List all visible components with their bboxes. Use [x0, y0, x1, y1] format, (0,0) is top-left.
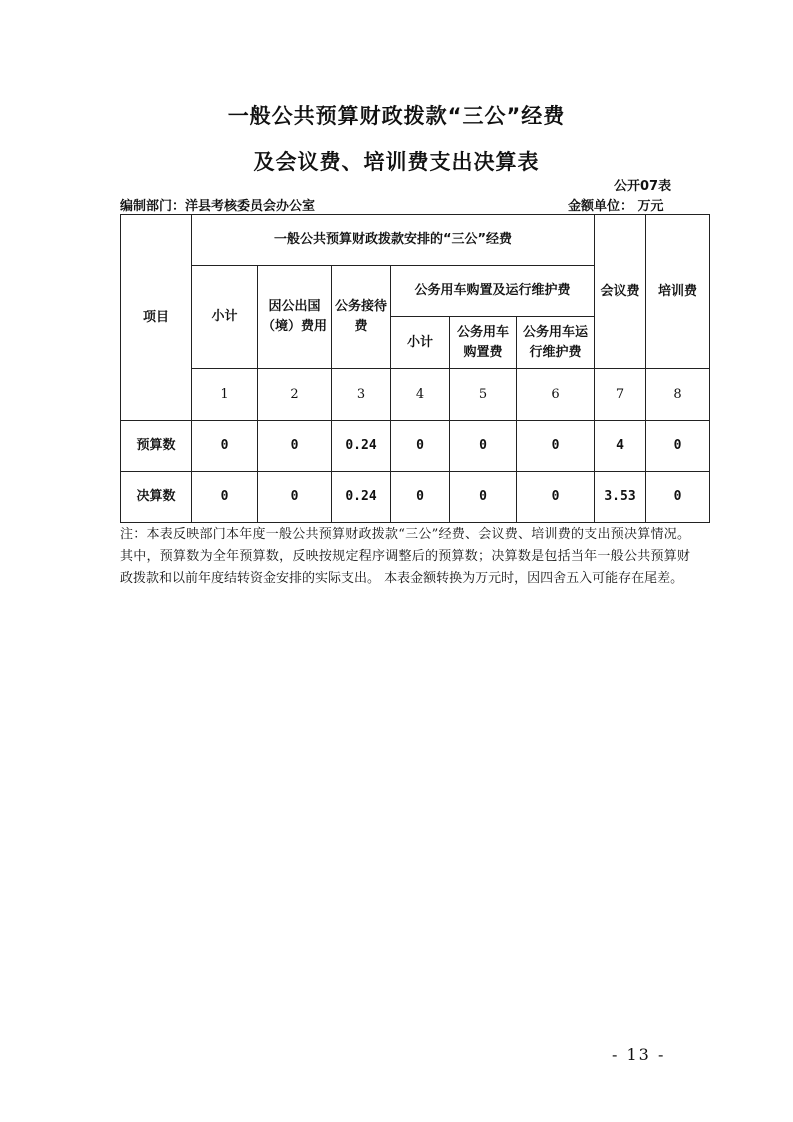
table-row — [121, 421, 710, 472]
table-cell: 0 — [450, 472, 517, 523]
table-cell: 0.24 — [332, 421, 391, 472]
row-label-budget: 预算数 — [121, 421, 192, 472]
column-index: 8 — [646, 369, 710, 421]
document-title-line1: 一般公共预算财政拨款“三公”经费 — [227, 104, 566, 128]
header-abroad-fee: 因公出国（境）费用 — [258, 266, 332, 369]
amount-unit-label: 金额单位： 万元 — [568, 199, 664, 214]
row-label-final: 决算数 — [121, 472, 192, 523]
table-cell: 0 — [646, 472, 710, 523]
document-title-line2: 及会议费、培训费支出决算表 — [253, 150, 540, 174]
table-cell: 0 — [258, 472, 332, 523]
table-row — [121, 472, 710, 523]
header-vehicle-maintenance: 公务用车运行维护费 — [517, 317, 595, 369]
header-vehicle-subtotal: 小计 — [391, 317, 450, 369]
column-index: 7 — [595, 369, 646, 421]
table-cell: 0.24 — [332, 472, 391, 523]
header-training-fee: 培训费 — [646, 215, 710, 369]
column-index: 6 — [517, 369, 595, 421]
column-index: 3 — [332, 369, 391, 421]
header-vehicle-group: 公务用车购置及运行维护费 — [391, 266, 595, 317]
table-cell: 0 — [391, 421, 450, 472]
page-number: - 13 - — [612, 1045, 666, 1064]
table-cell: 0 — [517, 421, 595, 472]
header-reception-fee: 公务接待费 — [332, 266, 391, 369]
header-vehicle-purchase: 公务用车购置费 — [450, 317, 517, 369]
table-cell: 0 — [258, 421, 332, 472]
header-meeting-fee: 会议费 — [595, 215, 646, 369]
table-footnote: 注：本表反映部门本年度一般公共预算财政拨款“三公”经费、会议费、培训费的支出预决算情况。其中，预算数为全年预算数，反映按规定程序调整后的预算数；决算数是包括当年一般公共预算财政拨款和以前年度结转资金安排的实际支出。 本表金额转换为万元时，因四舍五入可能存在尾差。 — [120, 527, 690, 586]
department-label: 编制部门：洋县考核委员会办公室 — [120, 199, 316, 214]
column-index: 2 — [258, 369, 332, 421]
table-cell: 0 — [450, 421, 517, 472]
column-index: 1 — [192, 369, 258, 421]
table-cell: 0 — [391, 472, 450, 523]
table-cell: 0 — [192, 421, 258, 472]
header-three-public-group: 一般公共预算财政拨款安排的“三公”经费 — [192, 215, 595, 266]
table-cell: 0 — [192, 472, 258, 523]
expenditure-table — [120, 214, 710, 523]
column-index: 4 — [391, 369, 450, 421]
header-item: 项目 — [121, 215, 192, 421]
table-cell: 4 — [595, 421, 646, 472]
header-subtotal: 小计 — [192, 266, 258, 369]
column-index: 5 — [450, 369, 517, 421]
table-cell: 0 — [646, 421, 710, 472]
table-cell: 3.53 — [595, 472, 646, 523]
table-cell: 0 — [517, 472, 595, 523]
form-number: 公开07表 — [614, 179, 672, 194]
